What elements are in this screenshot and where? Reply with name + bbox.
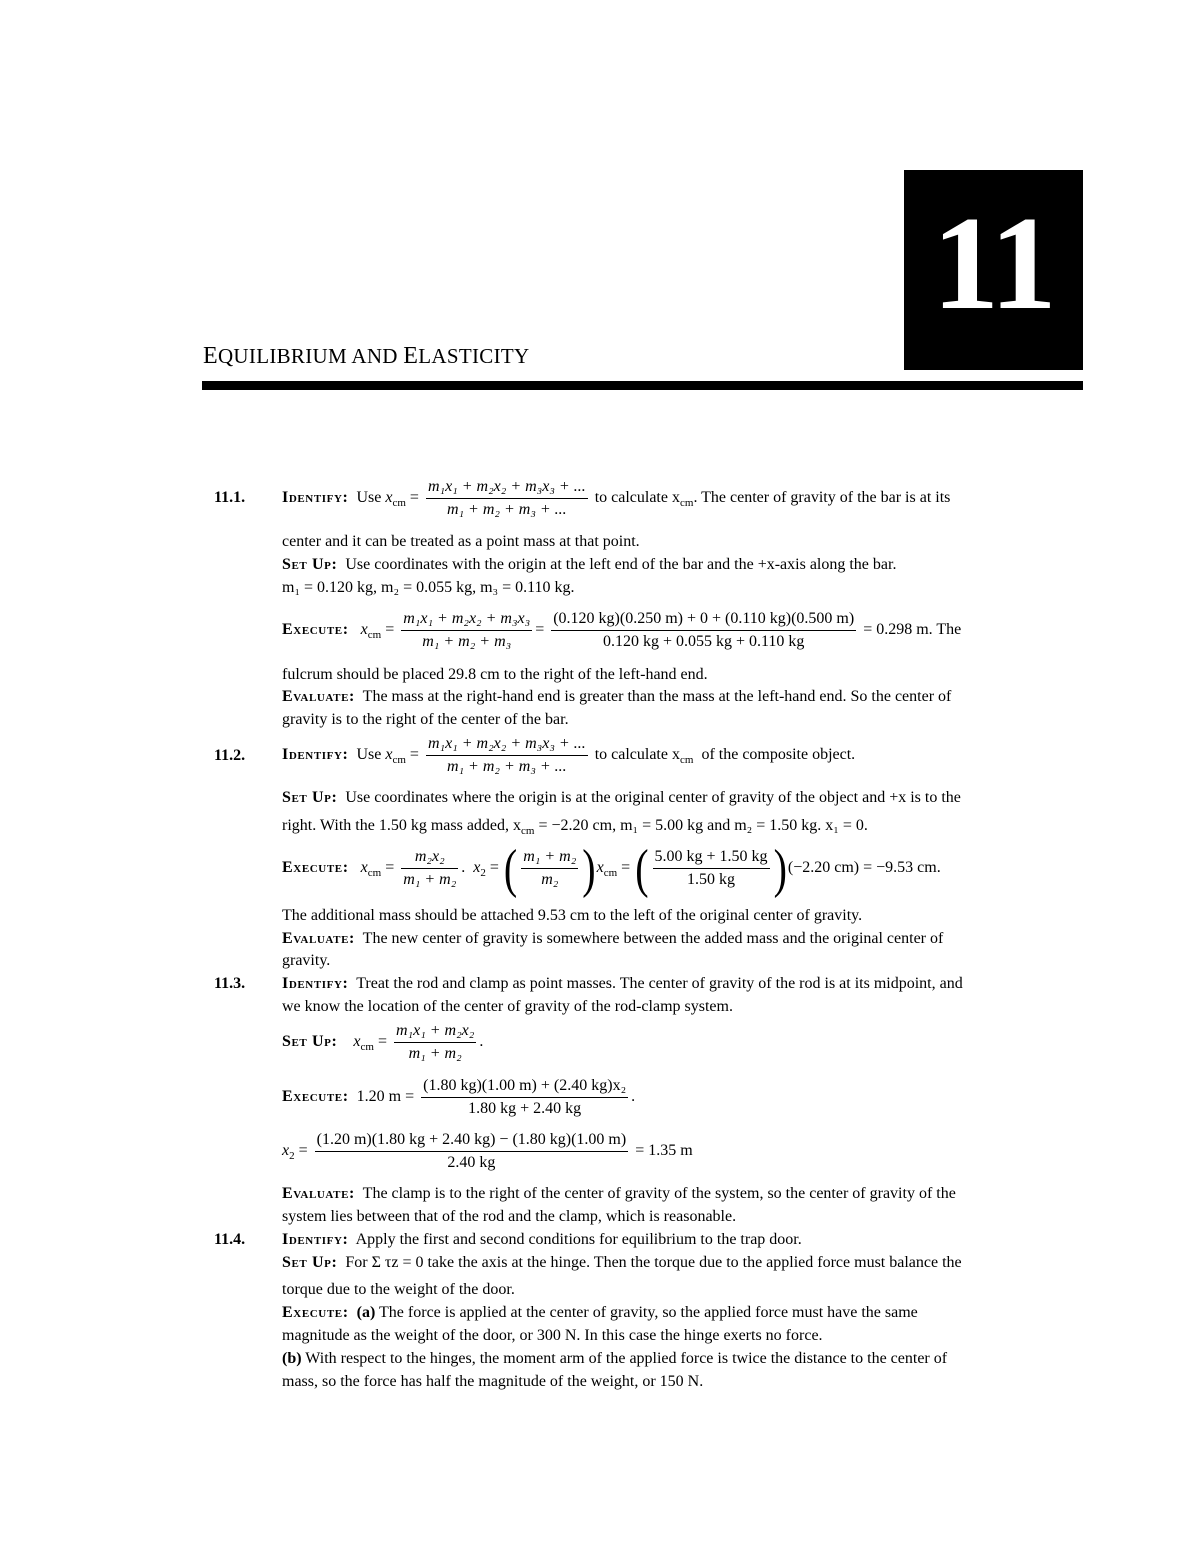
p3-x2-den: 2.40 kg — [447, 1154, 496, 1171]
p2-setup-line — [282, 787, 961, 809]
p1-identify-after: to calculate x — [594, 489, 680, 507]
p1-evaluate-line — [282, 686, 951, 708]
p2-identify-after: to calculate x — [594, 746, 680, 764]
setup-label: Set Up: — [282, 789, 338, 806]
p2-identify-line: Identify: Use $x_{cm}$ = $\frac{\text{m₁x₁ + m₂x₂ + m₃x₃ + ...}}{\text{m₁ + m₂ + m₃ + ...}}$ to calculate $x_{cm}$ of the composite object. — [282, 733, 855, 778]
p2-exec-num1: m₂x₂ — [401, 846, 458, 869]
p3-identify-line — [282, 973, 963, 995]
chapter-title — [203, 343, 529, 370]
p3-evaluate-line2: system lies between that of the rod and the clamp, which is reasonable. — [282, 1208, 737, 1225]
p2-exec-frac-3 — [653, 846, 770, 891]
p3-x2-result: = 1.35 m — [635, 1142, 693, 1160]
p3-identify-text: Treat the rod and clamp as point masses. The center of gravity of the rod is at its midpoint, and — [356, 975, 963, 992]
p3-exec-frac — [421, 1075, 628, 1120]
p2-formula-denominator: m₁ + m₂ + m₃ + ... — [446, 758, 567, 775]
p1-formula-numerator: m₁x₁ + m₂x₂ + m₃x₃ + ... — [426, 476, 588, 499]
p1-line2: center and it can be treated as a point mass at that point. — [282, 533, 640, 550]
chapter-number: 11 — [932, 189, 1055, 337]
p3-setup-line: Set Up: $x_{cm}$ = $\frac{\text{m₁x₁ + m₂x₂}}{\text{m₁ + m₂}}$ . — [282, 1020, 483, 1065]
p4-identify-line — [282, 1229, 802, 1251]
setup-label: Set Up: — [282, 556, 338, 573]
p1-evaluate-text: The mass at the right-hand end is greater than the mass at the left-hand end. So the center of — [362, 688, 952, 705]
p3-setup-den: m₁ + m₂ — [408, 1045, 462, 1062]
evaluate-label: Evaluate: — [282, 1185, 355, 1202]
execute-label: Execute: — [282, 1304, 349, 1321]
problem-number-11-1: 11.1. — [214, 489, 246, 506]
p1-formula-denominator: m₁ + m₂ + m₃ + ... — [446, 501, 567, 518]
p2-exec-result: (−2.20 cm) = −9.53 cm. — [787, 859, 941, 877]
p2-setup-text3: = −2.20 cm, m₁ = 5.00 kg and m₂ = 1.50 kg. x₁ = 0. — [534, 817, 868, 834]
p2-setup-line2: right. With the 1.50 kg mass added, $x_{cm} = -2.20$ cm, m₁ = 5.00 kg and m₂ = 1.50 kg. x₁ = 0. — [282, 817, 868, 837]
p4-setup-line — [282, 1252, 962, 1274]
p2-exec-den3: 1.50 kg — [687, 871, 736, 888]
setup-label: Set Up: — [282, 1033, 338, 1051]
chapter-title-part-1: QUILIBRIUM AND — [217, 344, 404, 368]
p1-setup-line — [282, 554, 896, 576]
problem-number-11-2: 11.2. — [214, 747, 246, 764]
p4-part-b-line2: mass, so the force has half the magnitude of the weight, or 150 N. — [282, 1373, 704, 1390]
p1-execute-line: Execute: $x_{cm}$ = $\frac{\text{m₁x₁ + m₂x₂ + m₃x₃}}{\text{m₁ + m₂ + m₃}}$ = $\frac{(0.120 kg)(0.250 m) + 0 + (0.110 kg)(0.500 m)}{0.120 kg + 0.055 kg + 0.110 kg}$ = 0.298 m. The — [282, 608, 961, 653]
problem-number-11-3: 11.3. — [214, 975, 246, 992]
chapter-title-initial-2: E — [403, 343, 419, 369]
p4-part-b-line — [282, 1348, 947, 1370]
p1-identify-use: Use — [356, 489, 382, 507]
execute-label: Execute: — [282, 621, 349, 639]
p1-exec-den2: 0.120 kg + 0.055 kg + 0.110 kg — [602, 633, 805, 650]
p3-setup-num: m₁x₁ + m₂x₂ — [394, 1020, 476, 1043]
p3-evaluate-text: The clamp is to the right of the center of gravity of the system, so the center of gravity of the — [362, 1185, 956, 1202]
p4-part-a-label: (a) — [356, 1304, 376, 1321]
p2-exec-frac-1 — [401, 846, 458, 891]
header-rule — [202, 381, 1083, 390]
p2-evaluate-line — [282, 928, 943, 950]
p2-formula-numerator: m₁x₁ + m₂x₂ + m₃x₃ + ... — [426, 733, 588, 756]
p2-exec-den2: m₂ — [541, 871, 559, 888]
p1-cm-formula — [426, 476, 588, 521]
p2-setup-text2: right. With the 1.50 kg mass added, x — [282, 817, 522, 834]
chapter-title-part-2: LASTICITY — [418, 344, 530, 368]
p1-identify-after2: . The center of gravity of the bar is at its — [693, 489, 951, 507]
p1-fulcrum-line: fulcrum should be placed 29.8 cm to the right of the left-hand end. — [282, 666, 708, 683]
identify-label: Identify: — [282, 975, 349, 992]
p1-masses: m₁ = 0.120 kg, m₂ = 0.055 kg, m₃ = 0.110 kg. — [282, 579, 575, 596]
p4-b-text: With respect to the hinges, the moment arm of the applied force is twice the distance to the center of — [305, 1350, 948, 1367]
identify-label: Identify: — [282, 1231, 349, 1248]
p1-identify-line: Identify: Use $x_{cm}$ = $\frac{\text{m₁x₁ + m₂x₂ + m₃x₃ + ...}}{\text{m₁ + m₂ + m₃ + ...}}$ to calculate $x_{cm}$. The center of gravity of the bar is at its — [282, 476, 950, 521]
p1-exec-den1: m₁ + m₂ + m₃ — [422, 633, 512, 650]
p4-setup-text: For Σ τz = 0 take the axis at the hinge. Then the torque due to the applied force must balance the — [345, 1254, 962, 1271]
p2-evaluate-line2: gravity. — [282, 952, 331, 969]
p2-identify-use: Use — [356, 746, 382, 764]
p2-exec-frac-2 — [521, 846, 578, 891]
execute-label: Execute: — [282, 1088, 349, 1106]
p3-execute-line: Execute: 1.20 m = $\frac{\text{(1.80 kg)(1.00 m) + (2.40 kg)x₂}}{1.80 kg + 2.40 kg}$ . — [282, 1075, 635, 1120]
p2-identify-after2: of the composite object. — [701, 746, 856, 764]
p4-exec-line2: magnitude as the weight of the door, or 300 N. In this case the hinge exerts no force. — [282, 1327, 823, 1344]
p3-exec-den: 1.80 kg + 2.40 kg — [468, 1100, 582, 1117]
p1-exec-result: = 0.298 m. The — [863, 621, 962, 639]
p3-setup-frac — [394, 1020, 476, 1065]
chapter-title-initial-1: E — [203, 343, 218, 369]
p3-exec-lhs: 1.20 m = — [356, 1088, 415, 1106]
p3-x2-frac — [315, 1129, 629, 1174]
p2-execute-line: Execute: $x_{cm}$ = $\frac{\text{m₂x₂}}{\text{m₁ + m₂}}$ . $x_2$ = ( $\frac{\text{m₁ + m₂}}{\text{m₂}}$ )$x_{cm}$ = ( $\frac{5.00 kg + 1.50 kg}{1.50 kg}$ )(−2.20 cm) = −9.53 cm. — [282, 837, 941, 899]
p2-exec-num3: 5.00 kg + 1.50 kg — [653, 846, 770, 869]
p3-exec-num: (1.80 kg)(1.00 m) + (2.40 kg)x₂ — [421, 1075, 628, 1098]
problem-number-11-4: 11.4. — [214, 1231, 246, 1248]
p1-exec-frac-1 — [401, 608, 532, 653]
p2-line-after: The additional mass should be attached 9.53 cm to the left of the original center of gravity. — [282, 907, 863, 924]
evaluate-label: Evaluate: — [282, 930, 355, 947]
evaluate-label: Evaluate: — [282, 688, 355, 705]
p2-setup-text: Use coordinates where the origin is at the original center of gravity of the object and +x is to the — [345, 789, 961, 806]
p3-identify-line2: we know the location of the center of gravity of the rod-clamp system. — [282, 998, 733, 1015]
p1-exec-num2: (0.120 kg)(0.250 m) + 0 + (0.110 kg)(0.500 m) — [551, 608, 856, 631]
p1-setup-text: Use coordinates with the origin at the left end of the bar and the +x-axis along the bar. — [345, 556, 897, 573]
p2-cm-formula — [426, 733, 588, 778]
p2-exec-den1: m₁ + m₂ — [403, 871, 457, 888]
p4-execute-line — [282, 1302, 918, 1324]
p4-part-b-label: (b) — [282, 1350, 302, 1367]
p1-exec-num1: m₁x₁ + m₂x₂ + m₃x₃ — [401, 608, 532, 631]
p4-setup-line2: torque due to the weight of the door. — [282, 1281, 515, 1298]
p2-exec-num2: m₁ + m₂ — [521, 846, 578, 869]
identify-label: Identify: — [282, 489, 349, 507]
p2-evaluate-text: The new center of gravity is somewhere between the added mass and the original center of — [362, 930, 944, 947]
identify-label: Identify: — [282, 746, 349, 764]
p3-evaluate-line — [282, 1183, 956, 1205]
p4-exec-text: The force is applied at the center of gravity, so the applied force must have the same — [379, 1304, 918, 1321]
p3-x2-line: $x_2$ = $\frac{(1.20 m)(1.80 kg + 2.40 kg) - (1.80 kg)(1.00 m)}{2.40 kg}$ = 1.35 m — [282, 1129, 693, 1174]
p1-exec-frac-2 — [551, 608, 856, 653]
setup-label: Set Up: — [282, 1254, 338, 1271]
p3-x2-num: (1.20 m)(1.80 kg + 2.40 kg) − (1.80 kg)(1.00 m) — [315, 1129, 629, 1152]
p1-evaluate-line2: gravity is to the right of the center of the bar. — [282, 711, 569, 728]
execute-label: Execute: — [282, 859, 349, 877]
p4-identify-text: Apply the first and second conditions for equilibrium to the trap door. — [355, 1231, 802, 1248]
